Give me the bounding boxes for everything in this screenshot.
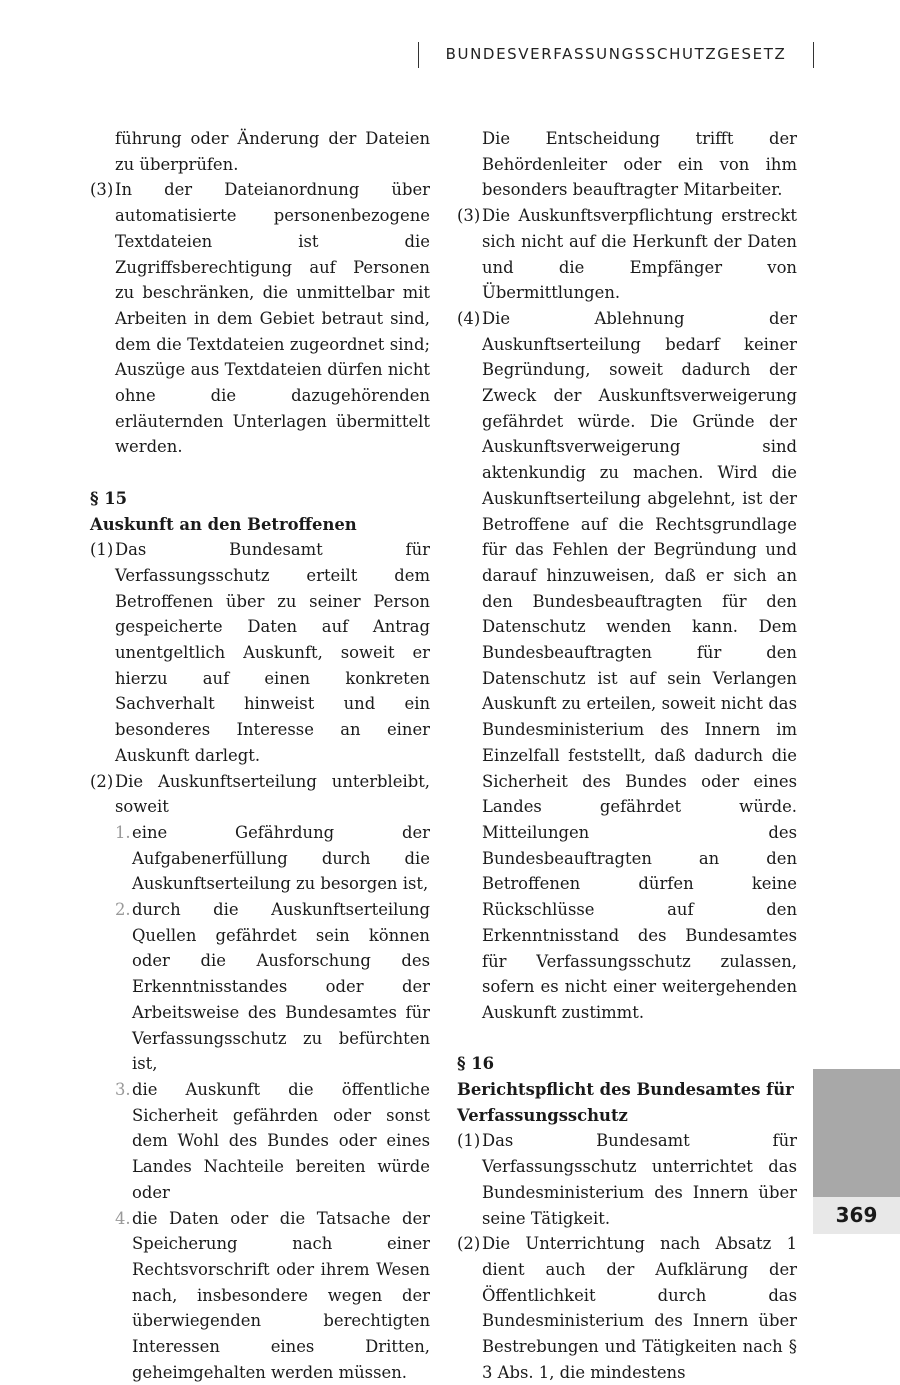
item-number: (3) (90, 180, 114, 200)
item-number: (2) (90, 771, 114, 791)
item-number: (2) (457, 1234, 481, 1254)
list-item (457, 203, 797, 306)
sub-item-number: 2. (115, 900, 131, 920)
sub-item-text: die Auskunft die öffentliche Sicherheit gefährden oder sonst dem Wohl des Bundes oder eines Landes Nachteile bereiten würde oder (132, 1080, 430, 1202)
continued-paragraph: Die Entscheidung trifft der Behördenleiter oder ein von ihm besonders beauftragter Mitarbeiter. (482, 129, 797, 200)
section-title: Auskunft an den Betroffenen (90, 514, 357, 534)
header-rule-right (813, 42, 814, 68)
sub-list-item (90, 1077, 430, 1206)
list-item (90, 537, 430, 768)
right-column (457, 126, 797, 1385)
list-item (457, 306, 797, 1026)
sub-item-text: eine Gefährdung der Aufgabenerfüllung durch die Auskunftserteilung zu besorgen ist, (132, 822, 430, 894)
item-text: Das Bundesamt für Verfassungsschutz unterrichtet das Bundesministerium des Innern über seine Tätigkeit. (482, 1131, 797, 1228)
item-text: Die Auskunftserteilung unterbleibt, soweit (115, 771, 430, 817)
sub-list-item (90, 1206, 430, 1385)
list-item (457, 1128, 797, 1231)
item-text: Das Bundesamt für Verfassungsschutz erteilt dem Betroffenen über zu seiner Person gespeicherte Daten auf Antrag unentgeltlich Auskunft, soweit er hierzu auf einen konkreten Sachverhalt hinweist und ein besonderes Interesse an einer Auskunft darlegt. (115, 540, 430, 765)
item-number: (1) (90, 540, 114, 560)
section-number: § 15 (90, 488, 128, 508)
page-number: 369 (813, 1197, 900, 1234)
thumb-index-tab (813, 1069, 900, 1197)
item-text: Die Auskunftsverpflichtung erstreckt sich nicht auf die Herkunft der Daten und die Empfänger von Übermittlungen. (482, 206, 797, 303)
sub-item-text: durch die Auskunftserteilung Quellen gefährdet sein können oder die Ausforschung des Erkenntnisstandes oder der Arbeitsweise des Bundesamtes für Verfassungsschutz zu befürchten ist, (132, 900, 430, 1074)
sub-item-text: die Daten oder die Tatsache der Speicherung nach einer Rechtsvorschrift oder ihrem Wesen nach, insbesondere wegen der überwiegenden berechtigten Interessen eines Dritten, geheimgehalten werden müssen. (132, 1208, 430, 1382)
running-title: BUNDESVERFASSUNGSSCHUTZGESETZ (445, 45, 787, 63)
list-item (457, 1231, 797, 1385)
item-number: (3) (457, 206, 481, 226)
item-text: Die Ablehnung der Auskunftserteilung bedarf keiner Begründung, soweit dadurch der Zweck der Auskunftsverweigerung gefährdet würde. Die Gründe der Auskunftsverweigerung sind aktenkundig zu machen. Wird die Auskunftserteilung abgelehnt, ist der Betroffene auf die Rechtsgrundlage für das Fehlen der Begründung und darauf hinzuweisen, daß er sich an den Bundesbeauftragten für den Datenschutz wenden kann. Dem Bundesbeauftragten für den Datenschutz ist auf sein Verlangen Auskunft zu erteilen, soweit nicht das Bundesministerium des Innern im Einzelfall feststellt, daß dadurch die Sicherheit des Bundes oder eines Landes gefährdet würde. Mitteilungen des Bundesbeauftragten an den Betroffenen dürfen keine Rückschlüsse auf den Erkenntnisstand des Bundesamtes für Verfassungsschutz zulassen, sofern es nicht einer weitergehenden Auskunft zustimmt. (482, 308, 797, 1022)
left-column (90, 126, 430, 1385)
sub-item-number: 1. (115, 822, 131, 842)
sub-list-item (90, 897, 430, 1077)
section-number: § 16 (457, 1054, 495, 1074)
list-item (90, 177, 430, 460)
item-text: Die Unterrichtung nach Absatz 1 dient auch der Aufklärung der Öffentlichkeit durch das Bundesministerium des Innern über Bestrebungen und Tätigkeiten nach § 3 Abs. 1, die mindestens (482, 1234, 797, 1382)
sub-list-item (90, 820, 430, 897)
item-number: (4) (457, 308, 481, 328)
continued-paragraph: führung oder Änderung der Dateien zu überprüfen. (115, 129, 430, 174)
section-title: Berichtspflicht des Bundesamtes für Verfassungsschutz (457, 1080, 794, 1125)
sub-item-number: 4. (115, 1208, 131, 1228)
item-text: In der Dateianordnung über automatisierte personenbezogene Textdateien ist die Zugriffsberechtigung auf Personen zu beschränken, die unmittelbar mit Arbeiten in dem Gebiet betraut sind, dem die Textdateien zugeordnet sind; Auszüge aus Textdateien dürfen nicht ohne die dazugehörenden erläuternden Unterlagen übermittelt werden. (115, 180, 430, 457)
list-item (90, 769, 430, 820)
item-number: (1) (457, 1131, 481, 1151)
sub-item-number: 3. (115, 1080, 131, 1099)
